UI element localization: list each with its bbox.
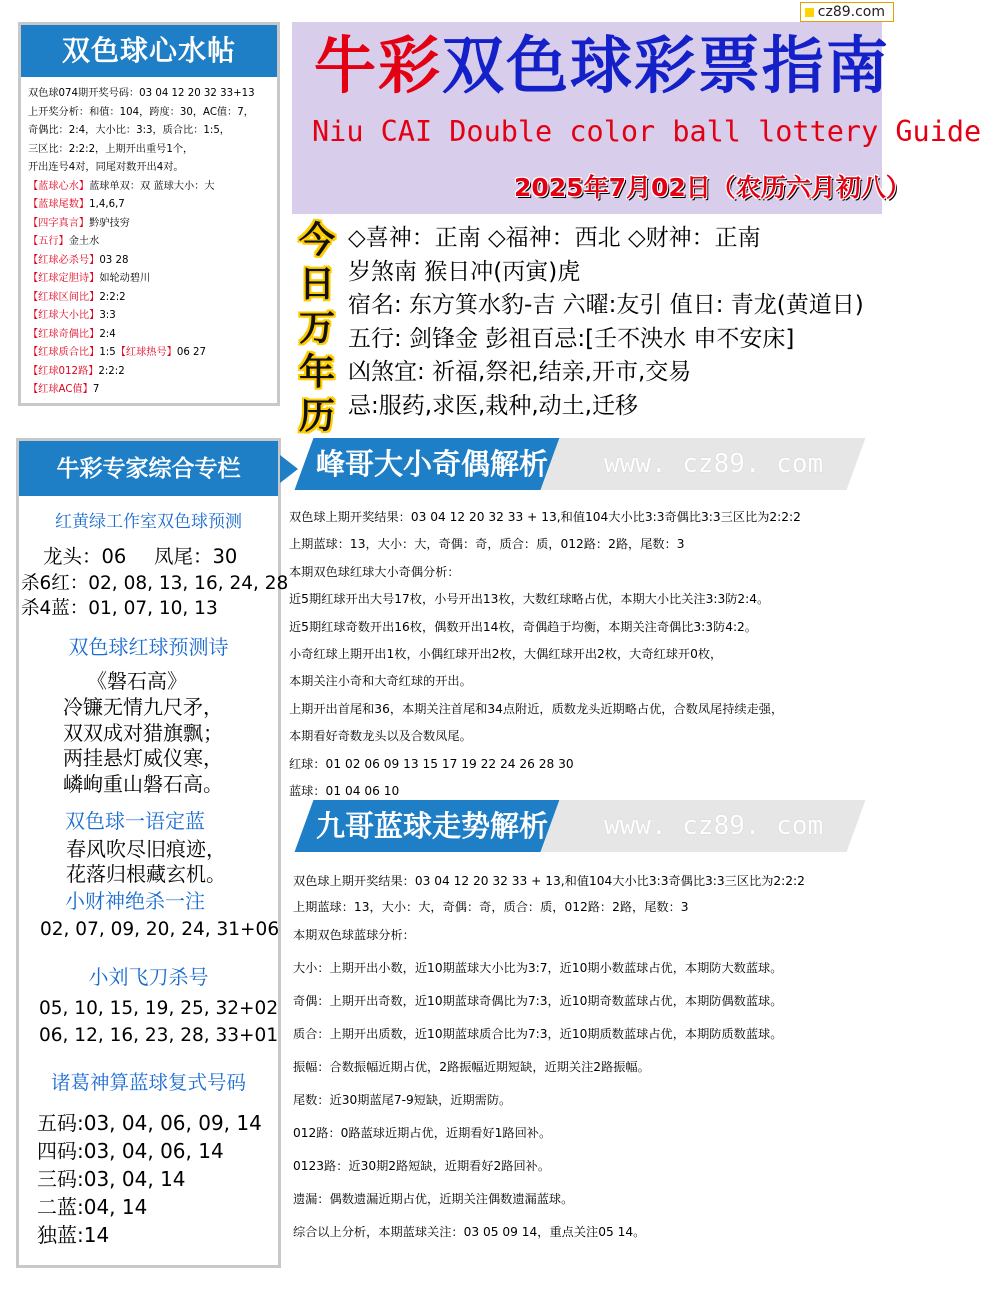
poem-line: 冷镰无情九尺矛， bbox=[63, 695, 223, 719]
item-value: 3:3 bbox=[99, 310, 116, 321]
section1-body bbox=[289, 504, 801, 805]
section2-line: 上期蓝球：13，大小：大，奇偶：奇，质合：质，012路：2路，尾数：3 bbox=[293, 900, 689, 914]
item-value: 06 27 bbox=[176, 347, 207, 358]
almanac-char: 日 bbox=[298, 263, 335, 305]
section1-title: 峰哥大小奇偶解析 bbox=[316, 447, 549, 481]
god-numbers: 02, 07, 09, 20, 24, 31+06 bbox=[40, 919, 280, 940]
xinshui-item bbox=[28, 307, 278, 326]
section2-line: 质合：上期开出质数，近10期蓝球质合比为7:3，近10期质数蓝球占优，本期防质数蓝球。 bbox=[293, 1027, 783, 1041]
xinshui-line: 三区比：2:2:2，上期开出重号1个， bbox=[28, 143, 194, 155]
item-value: 7 bbox=[92, 384, 100, 395]
item-value: 1:5 bbox=[99, 347, 116, 358]
header-title-red: 牛彩 bbox=[314, 29, 443, 102]
section1-line: 上期蓝球：13，大小：大，奇偶：奇，质合：质，012路：2路，尾数：3 bbox=[289, 537, 685, 552]
xinshui-line: 双色球074期开奖号码：03 04 12 20 32 33+13 bbox=[28, 88, 255, 99]
section1-line: 近5期红球开出大号17枚，小号开出13枚，大数红球略占优，本期大小比关注3:3防2:4。 bbox=[289, 592, 770, 607]
kill-blue: 杀4蓝：01, 07, 10, 13 bbox=[21, 598, 218, 619]
section2-title: 九哥蓝球走势解析 bbox=[316, 809, 549, 843]
blue-line: 春风吹尽旧痕迹， bbox=[66, 837, 226, 861]
section1-line: 双色球上期开奖结果：03 04 12 20 32 33 + 13,和值104大小比3:3奇偶比3:3三区比为2:2:2 bbox=[289, 510, 801, 524]
almanac-line: 岁煞南 猴日冲(丙寅)虎 bbox=[348, 258, 581, 285]
section2-line: 012路：0路蓝球近期占优，近期看好1路回补。 bbox=[293, 1126, 552, 1140]
dragon-head: 龙头：06 bbox=[43, 545, 127, 568]
section1-site: www. cz89. com bbox=[604, 449, 824, 479]
section1-banner bbox=[292, 438, 887, 490]
item-value: 蓝球单双：双 蓝球大小：大 bbox=[89, 180, 215, 192]
zhuge-line: 四码:03, 04, 06, 14 bbox=[37, 1139, 224, 1163]
kill-red: 杀6红：02, 08, 13, 16, 24, 28 bbox=[21, 573, 289, 594]
poem-name: 《磐石高》 bbox=[87, 669, 187, 693]
item-tag: 【蓝球尾数】 bbox=[28, 199, 90, 210]
section2-line: 奇偶：上期开出奇数，近10期蓝球奇偶比为7:3，近10期奇数蓝球占优，本期防偶数蓝球。 bbox=[293, 994, 783, 1008]
badge-square-icon bbox=[805, 8, 814, 17]
header-date: 2025年7月02日（农历六月初八） bbox=[514, 173, 911, 202]
almanac-char: 年 bbox=[298, 351, 335, 393]
xinshui-line: 上开奖分析：和值：104，跨度：30，AC值：7， bbox=[28, 106, 254, 118]
zhuge-line: 三码:03, 04, 14 bbox=[37, 1167, 186, 1191]
expert-title: 牛彩专家综合专栏 bbox=[19, 441, 278, 496]
item-tag: 【红球热号】 bbox=[115, 347, 177, 358]
zhuge-line: 独蓝:14 bbox=[37, 1223, 110, 1247]
god-title: 小财神绝杀一注 bbox=[65, 889, 205, 913]
header-banner bbox=[292, 22, 981, 214]
item-value: 2:4 bbox=[99, 328, 116, 340]
poem-line: 双双成对猎旗飘； bbox=[63, 721, 223, 745]
badge-text: cz89.com bbox=[817, 4, 885, 20]
item-tag: 【红球质合比】 bbox=[28, 347, 100, 358]
blue-line: 花落归根藏玄机。 bbox=[66, 862, 226, 886]
item-tag: 【红球定胆诗】 bbox=[28, 273, 100, 284]
item-value: 如轮动碧川 bbox=[99, 273, 151, 284]
section2-line: 0123路：近30期2路短缺，近期看好2路回补。 bbox=[293, 1159, 551, 1173]
zhuge-line: 五码:03, 04, 06, 09, 14 bbox=[37, 1111, 262, 1135]
xinshui-line: 奇偶比：2:4，大小比：3:3，质合比：1:5， bbox=[28, 125, 230, 136]
zhuge-line: 二蓝:04, 14 bbox=[37, 1195, 148, 1219]
liu-title: 小刘飞刀杀号 bbox=[88, 965, 209, 989]
site-badge[interactable] bbox=[800, 2, 894, 22]
section2-line: 尾数：近30期蓝尾7-9短缺，近期需防。 bbox=[293, 1093, 512, 1107]
xinshui-item bbox=[28, 233, 278, 252]
xinshui-item bbox=[28, 344, 278, 363]
expert-panel bbox=[16, 438, 289, 1268]
liu-line: 06, 12, 16, 23, 28, 33+01 bbox=[39, 1025, 279, 1046]
almanac-char: 万 bbox=[298, 307, 335, 349]
xinshui-panel bbox=[18, 22, 280, 406]
xinshui-item bbox=[28, 289, 278, 308]
xinshui-item bbox=[28, 215, 278, 234]
section2-body bbox=[293, 868, 805, 1249]
almanac-char: 今 bbox=[298, 219, 335, 261]
studio-title: 红黄绿工作室双色球预测 bbox=[55, 512, 242, 532]
item-value: 03 28 bbox=[99, 254, 129, 266]
xinshui-item bbox=[28, 326, 278, 345]
section1-line: 小奇红球上期开出1枚，小偶红球开出2枚，大偶红球开出2枚，大奇红球开0枚， bbox=[289, 647, 723, 662]
poem-line: 嶙峋重山磐石高。 bbox=[63, 772, 223, 796]
xinshui-item bbox=[28, 178, 278, 197]
item-tag: 【四字真言】 bbox=[28, 217, 90, 229]
header-subtitle: Niu CAI Double color ball lottery Guide bbox=[312, 115, 981, 148]
section2-line: 双色球上期开奖结果：03 04 12 20 32 33 + 13,和值104大小比3:3奇偶比3:3三区比为2:2:2 bbox=[293, 874, 805, 888]
section1-line: 红球：01 02 06 09 13 15 17 19 22 24 26 28 30 bbox=[289, 756, 574, 771]
item-tag: 【红球012路】 bbox=[28, 365, 99, 377]
xinshui-title: 双色球心水帖 bbox=[21, 25, 277, 77]
blue-title: 双色球一语定蓝 bbox=[65, 809, 205, 833]
xinshui-body bbox=[28, 85, 278, 400]
section2-banner bbox=[292, 800, 887, 852]
poem-line: 两挂悬灯威仪寒， bbox=[63, 746, 223, 770]
xinshui-item bbox=[28, 252, 278, 271]
almanac-line: 忌:服药,求医,栽种,动土,迁移 bbox=[348, 392, 638, 419]
xinshui-item bbox=[28, 363, 278, 382]
section2-line: 大小：上期开出小数，近10期蓝球大小比为3:7，近10期小数蓝球占优，本期防大数蓝球。 bbox=[293, 961, 783, 975]
almanac-lines bbox=[348, 222, 864, 423]
xinshui-item bbox=[28, 196, 278, 215]
section1-line: 本期看好奇数龙头以及合数凤尾。 bbox=[289, 729, 472, 744]
item-tag: 【五行】 bbox=[28, 236, 69, 247]
liu-line: 05, 10, 15, 19, 25, 32+02 bbox=[39, 998, 279, 1019]
item-value: 2:2:2 bbox=[98, 365, 125, 377]
almanac-char: 历 bbox=[298, 395, 335, 437]
almanac-line: ◇喜神：正南 ◇福神：西北 ◇财神：正南 bbox=[348, 225, 761, 251]
item-tag: 【蓝球心水】 bbox=[28, 180, 90, 192]
xinshui-item bbox=[28, 270, 278, 289]
xinshui-line: 开出连号4对，同尾对数开出4对。 bbox=[28, 162, 184, 173]
section1-line: 近5期红球奇数开出16枚，偶数开出14枚，奇偶趋于均衡，本期关注奇偶比3:3防4:2。 bbox=[289, 619, 757, 634]
section2-line: 遗漏：偶数遗漏近期占优，近期关注偶数遗漏蓝球。 bbox=[293, 1192, 574, 1206]
section2-line: 本期双色球蓝球分析： bbox=[293, 928, 415, 942]
item-tag: 【红球必杀号】 bbox=[28, 254, 100, 266]
section1-line: 蓝球：01 04 06 10 bbox=[289, 784, 400, 799]
header-title-blue: 双色球彩票指南 bbox=[442, 29, 891, 102]
section2-site: www. cz89. com bbox=[604, 811, 824, 841]
almanac-line: 宿名: 东方箕水豹-吉 六曜:友引 值日: 青龙(黄道日) bbox=[348, 292, 864, 318]
section1-line: 上期开出首尾和36，本期关注首尾和34点附近，质数龙头近期略占优，合数凤尾持续走强， bbox=[289, 701, 784, 716]
section2-line: 综合以上分析，本期蓝球关注：03 05 09 14，重点关注05 14。 bbox=[293, 1225, 646, 1239]
almanac-vertical-title bbox=[292, 218, 342, 438]
item-tag: 【红球AC值】 bbox=[28, 384, 93, 395]
almanac-line: 五行: 剑锋金 彭祖百忌:[壬不泱水 申不安床] bbox=[348, 325, 795, 352]
section1-line: 本期关注小奇和大奇红球的开出。 bbox=[289, 674, 472, 689]
section2-line: 振幅：合数振幅近期占优，2路振幅近期短缺，近期关注2路振幅。 bbox=[293, 1060, 650, 1074]
item-value: 金土水 bbox=[68, 236, 100, 247]
header-title bbox=[314, 26, 890, 106]
almanac-line: 凶煞宜: 祈福,祭祀,结亲,开市,交易 bbox=[348, 359, 692, 385]
item-tag: 【红球奇偶比】 bbox=[28, 328, 100, 340]
item-value: 1,4,6,7 bbox=[89, 199, 125, 210]
zhuge-title: 诸葛神算蓝球复式号码 bbox=[50, 1071, 246, 1094]
item-value: 2:2:2 bbox=[99, 291, 126, 303]
section1-line: 本期双色球红球大小奇偶分析： bbox=[289, 564, 460, 579]
item-value: 黔驴技穷 bbox=[89, 217, 130, 229]
phoenix-tail: 凤尾：30 bbox=[154, 545, 238, 568]
xinshui-item bbox=[28, 381, 278, 400]
item-tag: 【红球大小比】 bbox=[28, 310, 100, 321]
poem-title: 双色球红球预测诗 bbox=[68, 635, 229, 659]
item-tag: 【红球区间比】 bbox=[28, 291, 100, 303]
